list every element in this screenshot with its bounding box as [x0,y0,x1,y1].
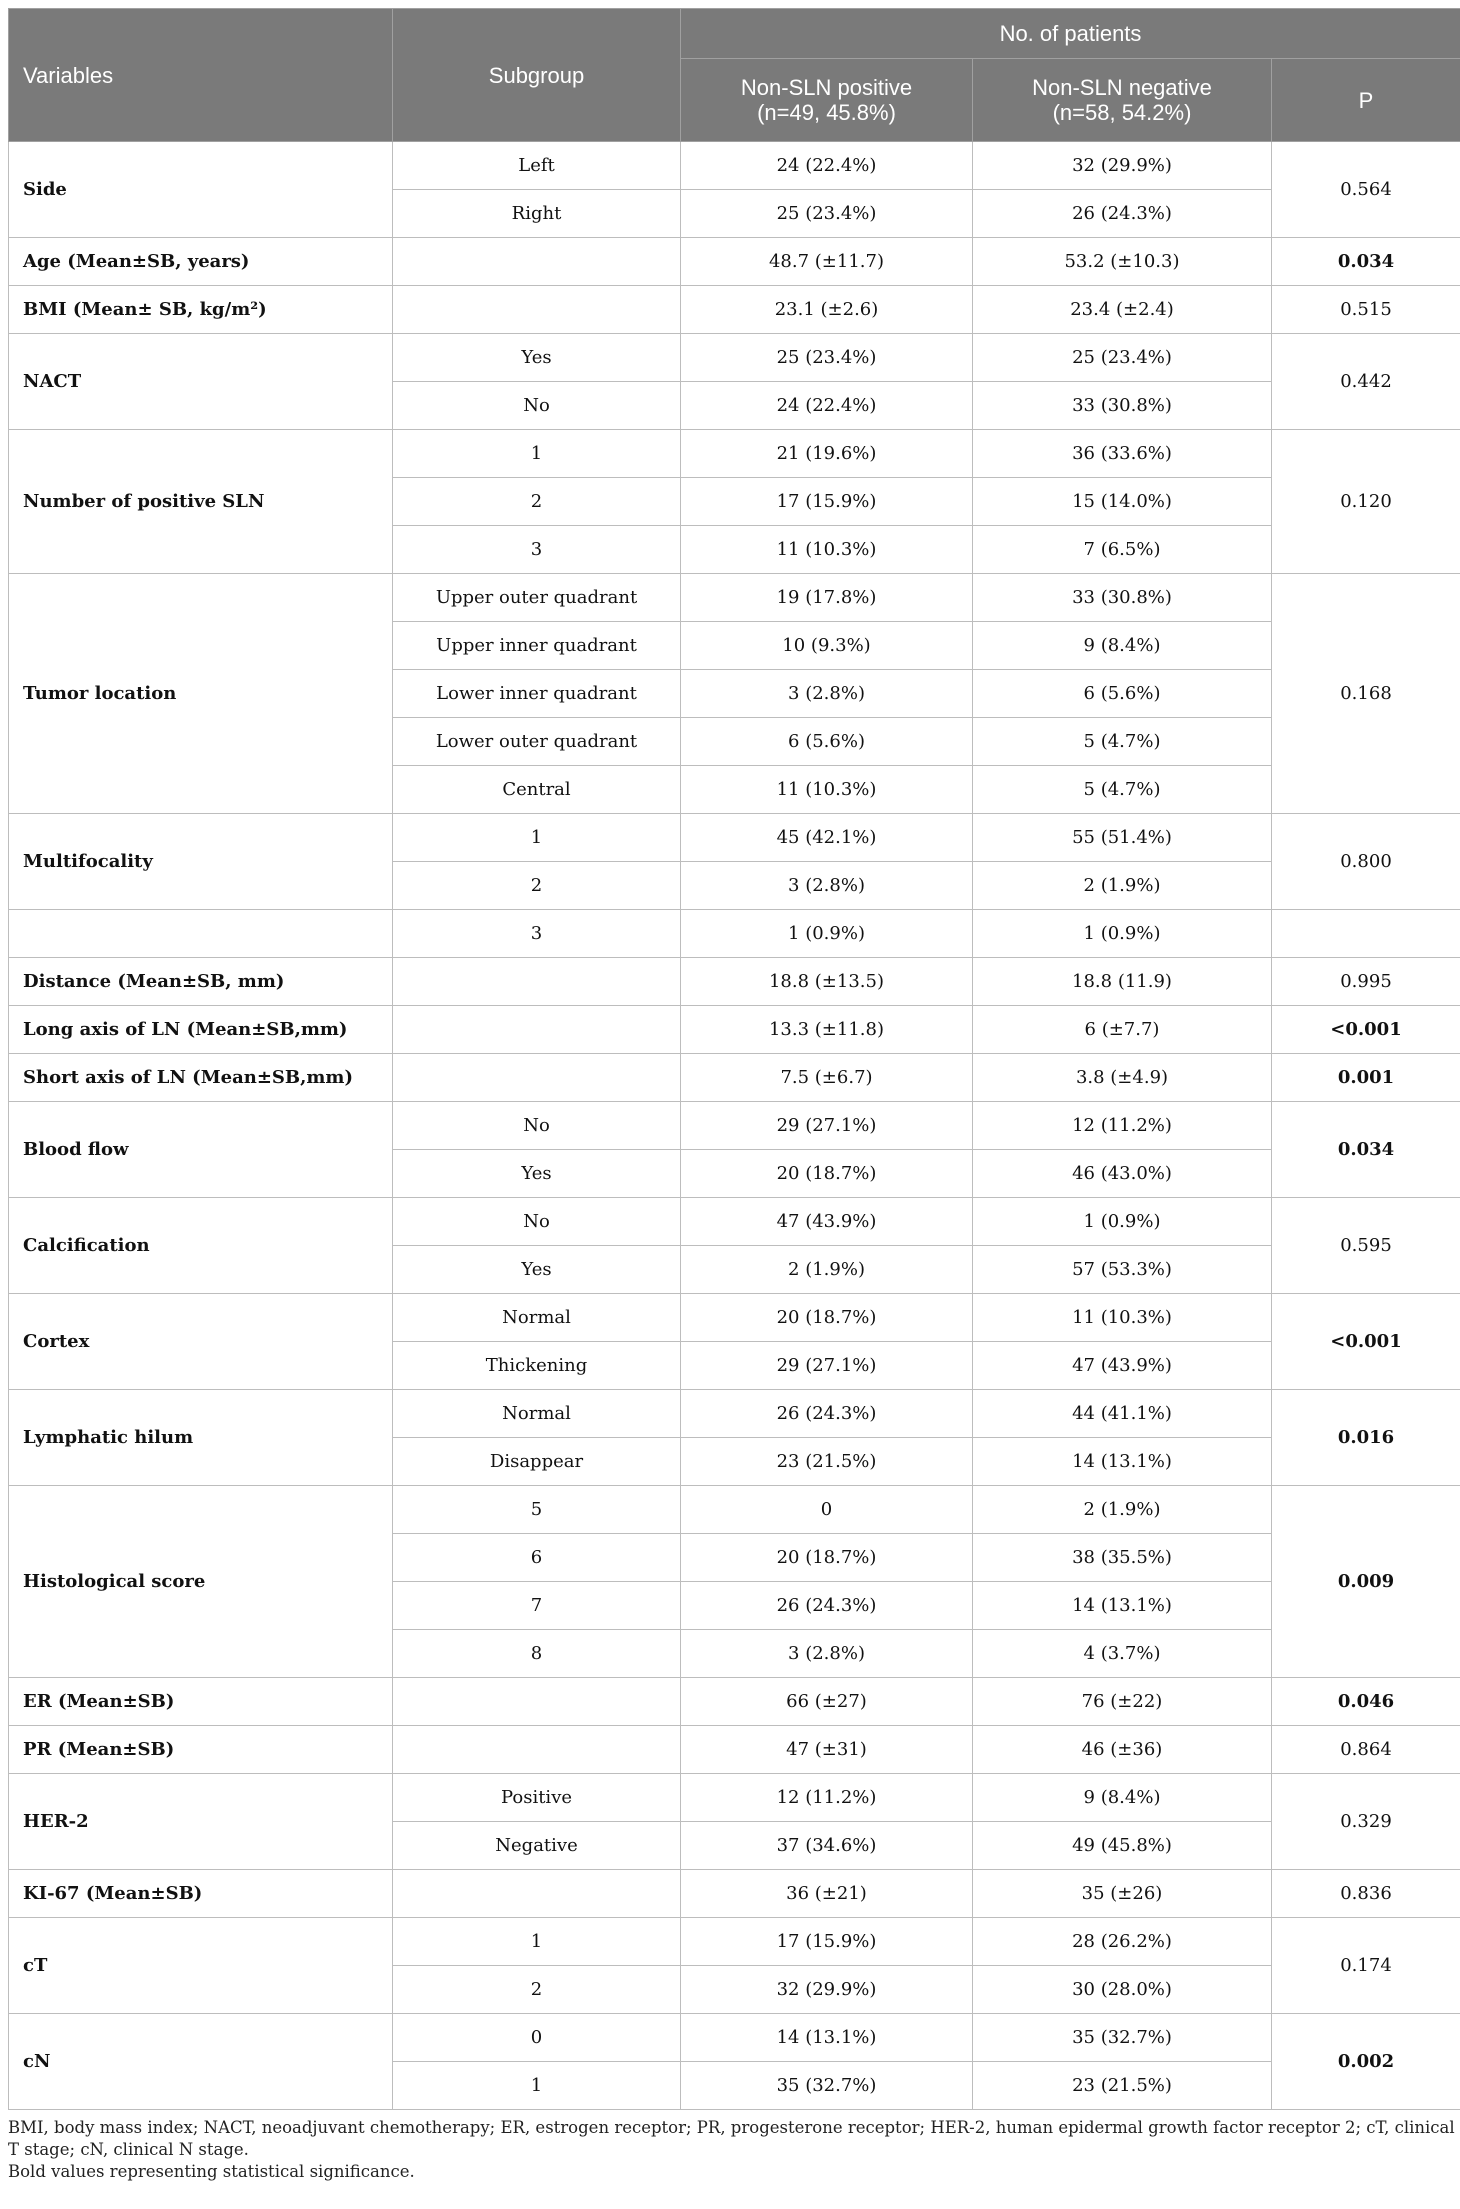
non-sln-negative-cell: 5 (4.7%) [973,718,1272,766]
table-row [9,238,1460,286]
non-sln-negative-cell: 46 (±36) [973,1726,1272,1774]
subgroup-cell: 2 [393,478,681,526]
p-value-cell: 0.009 [1272,1486,1460,1678]
non-sln-negative-cell: 5 (4.7%) [973,766,1272,814]
variable-cell: Calcification [9,1198,393,1294]
non-sln-negative-cell: 2 (1.9%) [973,862,1272,910]
table-row [9,286,1460,334]
table-row [9,1006,1460,1054]
p-value-cell: 0.442 [1272,334,1460,430]
non-sln-positive-cell: 26 (24.3%) [681,1390,973,1438]
subgroup-cell [393,1870,681,1918]
non-sln-negative-cell: 55 (51.4%) [973,814,1272,862]
p-value-cell: 0.034 [1272,1102,1460,1198]
non-sln-positive-cell: 11 (10.3%) [681,526,973,574]
table-row [9,1774,1460,1822]
variable-cell: cN [9,2014,393,2110]
non-sln-negative-cell: 25 (23.4%) [973,334,1272,382]
p-value-cell: 0.329 [1272,1774,1460,1870]
variable-cell: Lymphatic hilum [9,1390,393,1486]
subgroup-cell: 5 [393,1486,681,1534]
non-sln-negative-cell: 44 (41.1%) [973,1390,1272,1438]
non-sln-positive-cell: 20 (18.7%) [681,1534,973,1582]
variable-cell: Side [9,142,393,238]
table-row [9,2014,1460,2062]
subgroup-cell: 6 [393,1534,681,1582]
subgroup-cell: Yes [393,1150,681,1198]
non-sln-positive-cell: 3 (2.8%) [681,670,973,718]
subgroup-cell: Yes [393,334,681,382]
non-sln-negative-cell: 9 (8.4%) [973,622,1272,670]
non-sln-positive-cell: 32 (29.9%) [681,1966,973,2014]
p-value-header: P [1272,59,1460,142]
non-sln-positive-cell: 37 (34.6%) [681,1822,973,1870]
table-row [9,1678,1460,1726]
non-sln-negative-cell: 32 (29.9%) [973,142,1272,190]
non-sln-positive-cell: 14 (13.1%) [681,2014,973,2062]
subgroup-cell: 1 [393,430,681,478]
variable-cell: HER-2 [9,1774,393,1870]
non-sln-positive-header [681,59,973,142]
variable-cell: BMI (Mean± SB, kg/m²) [9,286,393,334]
subgroup-cell: Negative [393,1822,681,1870]
non-sln-positive-cell: 23 (21.5%) [681,1438,973,1486]
subgroup-cell: 1 [393,2062,681,2110]
abbreviations-note: BMI, body mass index; NACT, neoadjuvant chemotherapy; ER, estrogen receptor; PR, progesterone receptor; HER-2, human epidermal growth factor receptor 2; cT, clinical T stage; cN, clinical N stage. [8,2118,1455,2159]
table-footnotes [8,2117,1456,2183]
subgroup-cell: 7 [393,1582,681,1630]
non-sln-negative-cell: 6 (5.6%) [973,670,1272,718]
non-sln-negative-cell: 47 (43.9%) [973,1342,1272,1390]
non-sln-negative-cell: 26 (24.3%) [973,190,1272,238]
p-value-cell: 0.046 [1272,1678,1460,1726]
subgroup-cell: 2 [393,862,681,910]
table-row [9,142,1460,190]
table-row [9,1294,1460,1342]
table-row [9,1870,1460,1918]
non-sln-negative-cell: 49 (45.8%) [973,1822,1272,1870]
non-sln-positive-cell: 12 (11.2%) [681,1774,973,1822]
non-sln-positive-cell: 45 (42.1%) [681,814,973,862]
non-sln-positive-cell: 3 (2.8%) [681,862,973,910]
non-sln-positive-cell: 47 (43.9%) [681,1198,973,1246]
non-sln-negative-cell: 36 (33.6%) [973,430,1272,478]
p-value-cell: 0.800 [1272,814,1460,910]
non-sln-positive-cell: 26 (24.3%) [681,1582,973,1630]
p-value-cell: 0.995 [1272,958,1460,1006]
non-sln-negative-cell: 18.8 (11.9) [973,958,1272,1006]
non-sln-positive-cell: 36 (±21) [681,1870,973,1918]
table-row [9,910,1460,958]
subgroup-cell: Positive [393,1774,681,1822]
non-sln-negative-cell: 1 (0.9%) [973,1198,1272,1246]
non-sln-positive-cell: 23.1 (±2.6) [681,286,973,334]
subgroup-cell: Thickening [393,1342,681,1390]
variable-cell: ER (Mean±SB) [9,1678,393,1726]
table-body [9,142,1460,2110]
table-row [9,1102,1460,1150]
variable-cell: PR (Mean±SB) [9,1726,393,1774]
non-sln-negative-cell: 30 (28.0%) [973,1966,1272,2014]
p-value-cell: 0.034 [1272,238,1460,286]
subgroup-cell: Lower inner quadrant [393,670,681,718]
non-sln-positive-cell: 19 (17.8%) [681,574,973,622]
patients-group-header: No. of patients [681,9,1460,59]
table-row [9,1198,1460,1246]
p-value-cell: 0.168 [1272,574,1460,814]
subgroup-cell: 3 [393,526,681,574]
patient-characteristics-table [8,8,1460,2110]
non-sln-negative-cell: 35 (±26) [973,1870,1272,1918]
non-sln-positive-cell: 3 (2.8%) [681,1630,973,1678]
non-sln-positive-cell: 17 (15.9%) [681,478,973,526]
non-sln-negative-cell: 57 (53.3%) [973,1246,1272,1294]
table-row [9,958,1460,1006]
non-sln-negative-count: (n=58, 54.2%) [1052,100,1192,125]
non-sln-positive-cell: 2 (1.9%) [681,1246,973,1294]
subgroup-cell [393,1678,681,1726]
non-sln-negative-cell: 12 (11.2%) [973,1102,1272,1150]
non-sln-negative-cell: 76 (±22) [973,1678,1272,1726]
variable-cell: Short axis of LN (Mean±SB,mm) [9,1054,393,1102]
p-value-cell: 0.001 [1272,1054,1460,1102]
non-sln-positive-cell: 24 (22.4%) [681,382,973,430]
non-sln-positive-count: (n=49, 45.8%) [757,100,896,125]
table-row [9,1486,1460,1534]
non-sln-positive-cell: 35 (32.7%) [681,2062,973,2110]
non-sln-negative-cell: 23 (21.5%) [973,2062,1272,2110]
table-row [9,1918,1460,1966]
subgroup-cell: Left [393,142,681,190]
variable-cell: Cortex [9,1294,393,1390]
subgroup-cell [393,958,681,1006]
variable-cell: Histological score [9,1486,393,1678]
variable-cell: Long axis of LN (Mean±SB,mm) [9,1006,393,1054]
subgroup-cell: Disappear [393,1438,681,1486]
non-sln-negative-header [973,59,1272,142]
non-sln-negative-label: Non-SLN negative [1032,75,1212,100]
subgroup-cell [393,1726,681,1774]
table-row [9,1390,1460,1438]
subgroup-cell: 2 [393,1966,681,2014]
variable-cell: Distance (Mean±SB, mm) [9,958,393,1006]
non-sln-negative-cell: 38 (35.5%) [973,1534,1272,1582]
non-sln-positive-cell: 0 [681,1486,973,1534]
subgroup-cell: Right [393,190,681,238]
table-row [9,334,1460,382]
non-sln-negative-cell: 9 (8.4%) [973,1774,1272,1822]
p-value-cell: 0.515 [1272,286,1460,334]
subgroup-cell: No [393,382,681,430]
non-sln-positive-cell: 24 (22.4%) [681,142,973,190]
non-sln-positive-cell: 47 (±31) [681,1726,973,1774]
p-value-cell: 0.174 [1272,1918,1460,2014]
subgroup-cell: Lower outer quadrant [393,718,681,766]
table-row [9,814,1460,862]
non-sln-positive-cell: 29 (27.1%) [681,1342,973,1390]
variable-cell [9,910,393,958]
non-sln-positive-cell: 11 (10.3%) [681,766,973,814]
subgroup-cell: Normal [393,1294,681,1342]
non-sln-negative-cell: 35 (32.7%) [973,2014,1272,2062]
p-value-cell: 0.595 [1272,1198,1460,1294]
subgroup-cell: Central [393,766,681,814]
subgroup-cell [393,1006,681,1054]
subgroup-cell: 0 [393,2014,681,2062]
non-sln-positive-cell: 66 (±27) [681,1678,973,1726]
variable-cell: Blood flow [9,1102,393,1198]
non-sln-positive-cell: 17 (15.9%) [681,1918,973,1966]
variable-cell: Tumor location [9,574,393,814]
variables-header: Variables [9,9,393,142]
non-sln-negative-cell: 14 (13.1%) [973,1582,1272,1630]
table-row [9,430,1460,478]
p-value-cell: <0.001 [1272,1294,1460,1390]
table-header [9,9,1460,142]
variable-cell: Multifocality [9,814,393,910]
non-sln-negative-cell: 11 (10.3%) [973,1294,1272,1342]
non-sln-negative-cell: 28 (26.2%) [973,1918,1272,1966]
subgroup-cell: 8 [393,1630,681,1678]
variable-cell: NACT [9,334,393,430]
subgroup-cell [393,238,681,286]
non-sln-positive-cell: 13.3 (±11.8) [681,1006,973,1054]
non-sln-negative-cell: 46 (43.0%) [973,1150,1272,1198]
subgroup-cell: Upper inner quadrant [393,622,681,670]
subgroup-cell: Yes [393,1246,681,1294]
p-value-cell: 0.564 [1272,142,1460,238]
non-sln-positive-cell: 29 (27.1%) [681,1102,973,1150]
p-value-cell: <0.001 [1272,1006,1460,1054]
significance-note: Bold values representing statistical significance. [8,2162,415,2181]
header-row-1 [9,9,1460,59]
p-value-cell: 0.002 [1272,2014,1460,2110]
table-row [9,574,1460,622]
non-sln-negative-cell: 15 (14.0%) [973,478,1272,526]
p-value-cell: 0.864 [1272,1726,1460,1774]
subgroup-cell: 1 [393,814,681,862]
table-row [9,1726,1460,1774]
variable-cell: Number of positive SLN [9,430,393,574]
non-sln-negative-cell: 7 (6.5%) [973,526,1272,574]
non-sln-positive-cell: 6 (5.6%) [681,718,973,766]
table-row [9,1054,1460,1102]
non-sln-negative-cell: 6 (±7.7) [973,1006,1272,1054]
non-sln-positive-cell: 25 (23.4%) [681,334,973,382]
non-sln-negative-cell: 1 (0.9%) [973,910,1272,958]
p-value-cell: 0.016 [1272,1390,1460,1486]
p-value-cell [1272,910,1460,958]
non-sln-positive-label: Non-SLN positive [740,75,913,100]
non-sln-positive-cell: 18.8 (±13.5) [681,958,973,1006]
non-sln-negative-cell: 14 (13.1%) [973,1438,1272,1486]
subgroup-cell: Upper outer quadrant [393,574,681,622]
subgroup-cell: No [393,1102,681,1150]
subgroup-cell [393,1054,681,1102]
subgroup-header: Subgroup [393,9,681,142]
variable-cell: cT [9,1918,393,2014]
non-sln-positive-cell: 20 (18.7%) [681,1294,973,1342]
subgroup-cell: 3 [393,910,681,958]
non-sln-positive-cell: 48.7 (±11.7) [681,238,973,286]
variable-cell: KI-67 (Mean±SB) [9,1870,393,1918]
non-sln-negative-cell: 53.2 (±10.3) [973,238,1272,286]
variable-cell: Age (Mean±SB, years) [9,238,393,286]
non-sln-positive-cell: 25 (23.4%) [681,190,973,238]
subgroup-cell: Normal [393,1390,681,1438]
non-sln-positive-cell: 20 (18.7%) [681,1150,973,1198]
subgroup-cell [393,286,681,334]
non-sln-negative-cell: 2 (1.9%) [973,1486,1272,1534]
subgroup-cell: No [393,1198,681,1246]
non-sln-negative-cell: 33 (30.8%) [973,574,1272,622]
non-sln-negative-cell: 23.4 (±2.4) [973,286,1272,334]
non-sln-positive-cell: 1 (0.9%) [681,910,973,958]
non-sln-negative-cell: 3.8 (±4.9) [973,1054,1272,1102]
non-sln-positive-cell: 7.5 (±6.7) [681,1054,973,1102]
non-sln-negative-cell: 4 (3.7%) [973,1630,1272,1678]
non-sln-negative-cell: 33 (30.8%) [973,382,1272,430]
p-value-cell: 0.836 [1272,1870,1460,1918]
subgroup-cell: 1 [393,1918,681,1966]
non-sln-positive-cell: 10 (9.3%) [681,622,973,670]
non-sln-positive-cell: 21 (19.6%) [681,430,973,478]
p-value-cell: 0.120 [1272,430,1460,574]
